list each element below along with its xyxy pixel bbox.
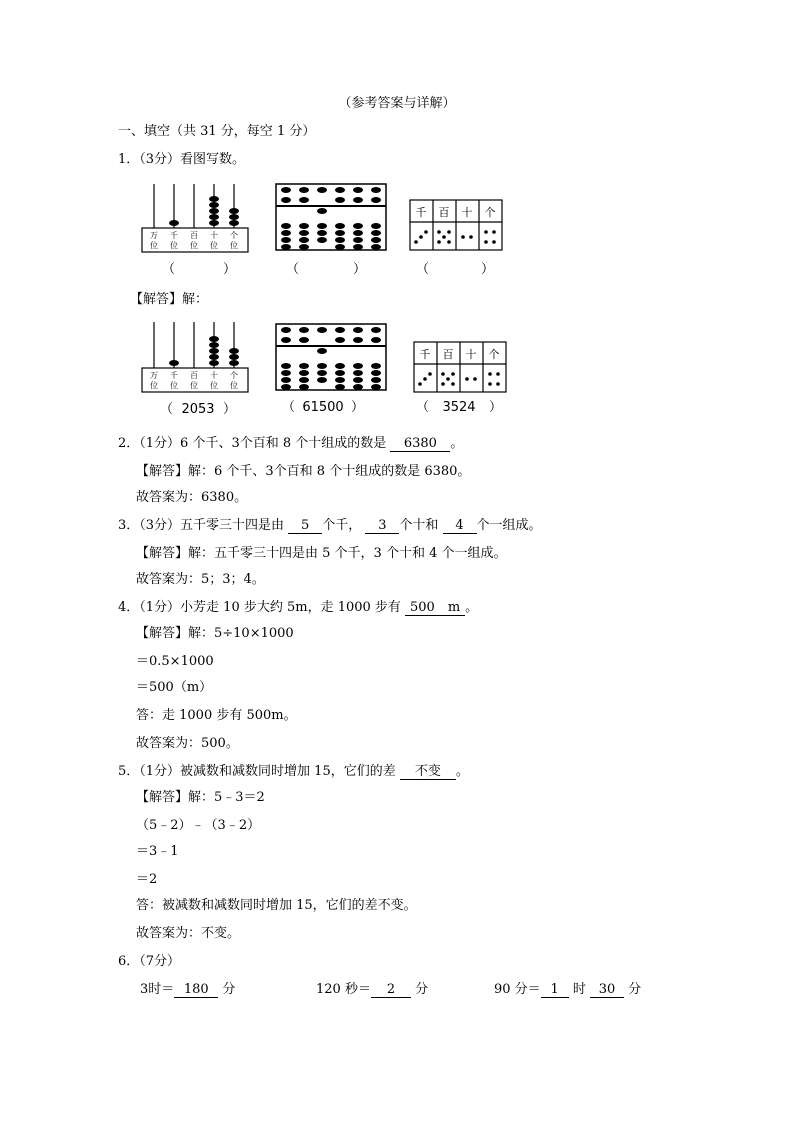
svg-text:百: 百 xyxy=(190,231,198,240)
svg-text:百: 百 xyxy=(442,348,454,361)
q6-item-a: 3时＝ 180 分 xyxy=(140,982,236,997)
svg-text:千: 千 xyxy=(170,371,178,380)
q4-final: 故答案为：500。 xyxy=(136,736,239,751)
q3-answer-blank-2: 3 xyxy=(365,519,399,534)
q2-stem: 2．（1分）6 个千、3个百和 8 个十组成的数是 6380 。 xyxy=(118,436,464,451)
svg-text:位: 位 xyxy=(230,241,238,250)
q6-answer-blank-a: 180 xyxy=(174,983,218,998)
svg-text:百: 百 xyxy=(438,206,450,219)
q6-item-c: 90 分＝ 1 时 30 分 xyxy=(494,982,642,997)
q1-blank-2: （ ） xyxy=(286,262,367,277)
q5-line-5: 答：被减数和减数同时增加 15，它们的差不变。 xyxy=(136,898,417,913)
q6-answer-blank-b: 2 xyxy=(371,983,411,998)
q3-final: 故答案为：5；3；4。 xyxy=(136,572,265,587)
svg-text:十: 十 xyxy=(210,371,218,380)
q5-final: 故答案为：不变。 xyxy=(136,926,241,941)
page-title: （参考答案与详解） xyxy=(338,96,456,111)
q1-stem: 1．（3分）看图写数。 xyxy=(118,152,246,167)
place-value-table-figure-answer xyxy=(414,342,506,392)
bead-abacus-figure xyxy=(276,184,386,250)
q3-answer-blank-1: 5 xyxy=(288,519,322,534)
svg-text:个: 个 xyxy=(230,371,238,380)
svg-text:百: 百 xyxy=(190,371,198,380)
q1-answer-3: （ 3524 ） xyxy=(416,400,503,415)
q6-answer-blank-c2: 30 xyxy=(590,983,624,998)
abacus-frame-figure xyxy=(142,184,248,252)
svg-text:位: 位 xyxy=(190,241,198,250)
q3-stem: 3．（3分）五千零三十四是由 5 个千， 3 个十和 4 个一组成。 xyxy=(118,518,542,533)
svg-text:位: 位 xyxy=(150,381,158,390)
svg-text:位: 位 xyxy=(150,241,158,250)
svg-text:个: 个 xyxy=(484,206,496,219)
q4-stem: 4．（1分）小芳走 10 步大约 5m，走 1000 步有 500 m 。 xyxy=(118,600,479,615)
svg-text:位: 位 xyxy=(190,381,198,390)
q5-line-4: ＝2 xyxy=(136,872,158,887)
svg-text:个: 个 xyxy=(230,231,238,240)
q4-line-2: ＝0.5×1000 xyxy=(136,654,214,669)
svg-text:位: 位 xyxy=(230,381,238,390)
svg-text:十: 十 xyxy=(465,348,477,361)
svg-text:个: 个 xyxy=(488,348,500,361)
q1-blank-1: （ ） xyxy=(162,262,237,277)
abacus-frame-figure-answer xyxy=(142,322,248,392)
q1-answer-label: 【解答】解： xyxy=(130,292,209,307)
q5-line-3: ＝3﹣1 xyxy=(136,844,179,859)
q5-line-1: 【解答】解：5﹣3＝2 xyxy=(136,790,265,805)
q1-blank-3: （ ） xyxy=(416,262,495,277)
q1-answer-1: （ 2053 ） xyxy=(160,402,237,417)
q3-answer-blank-3: 4 xyxy=(443,519,477,534)
q6-item-b: 120 秒＝ 2 分 xyxy=(316,982,429,997)
q1-answer-2: （ 61500 ） xyxy=(282,400,365,415)
q1-answer-figures xyxy=(140,316,520,400)
q4-line-1: 【解答】解：5÷10×1000 xyxy=(136,626,294,641)
q2-solution: 【解答】解：6 个千、3个百和 8 个十组成的数是 6380。 xyxy=(136,464,471,479)
q5-stem: 5．（1分）被减数和减数同时增加 15，它们的差 不变 。 xyxy=(118,764,469,779)
svg-text:位: 位 xyxy=(170,241,178,250)
place-value-table-figure xyxy=(410,200,502,250)
svg-text:位: 位 xyxy=(170,381,178,390)
place-label-char: 万 xyxy=(150,231,158,240)
q3-solution: 【解答】解：五千零三十四是由 5 个千，3 个十和 4 个一组成。 xyxy=(136,546,507,561)
section-heading: 一、填空（共 31 分，每空 1 分） xyxy=(118,124,316,139)
q2-final: 故答案为：6380。 xyxy=(136,490,248,505)
bead-abacus-figure-answer xyxy=(276,324,386,390)
svg-text:千: 千 xyxy=(170,231,178,240)
svg-text:位: 位 xyxy=(210,381,218,390)
q4-answer-blank: 500 m xyxy=(405,601,465,616)
svg-text:千: 千 xyxy=(419,348,431,361)
svg-text:位: 位 xyxy=(210,241,218,250)
svg-text:十: 十 xyxy=(461,206,473,219)
svg-text:千: 千 xyxy=(415,206,427,219)
svg-text:十: 十 xyxy=(210,231,218,240)
q5-line-2: （5﹣2）﹣（3﹣2） xyxy=(136,818,261,833)
svg-text:万: 万 xyxy=(150,371,158,380)
q6-answer-blank-c1: 1 xyxy=(541,983,569,998)
q2-answer-blank: 6380 xyxy=(390,437,450,452)
q4-line-4: 答：走 1000 步有 500m。 xyxy=(136,708,297,723)
q6-stem: 6．（7分） xyxy=(118,954,181,969)
q4-line-3: ＝500（m） xyxy=(136,680,213,695)
q5-answer-blank: 不变 xyxy=(400,765,456,780)
